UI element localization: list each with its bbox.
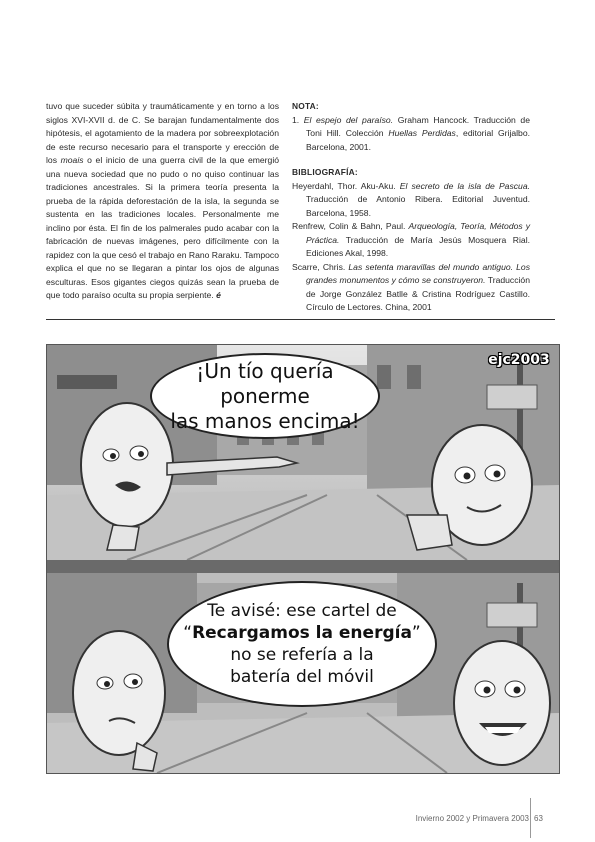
ref-title: Las setenta maravillas del mundo antiguo. Los grandes monumentos y cómo se construyeron. — [306, 261, 531, 285]
page-number: 63 — [534, 814, 543, 823]
bibliografia-title: BIBLIOGRAFÍA: — [292, 167, 358, 177]
speech-bold-text: Recargamos la energía — [192, 623, 412, 643]
speech-bubble-bottom — [167, 581, 437, 707]
speech-line: no se refería a la — [230, 645, 374, 665]
bibliography-entry — [292, 220, 530, 261]
ref-title: El secreto de la isla de Pascua. — [399, 180, 531, 191]
speech-line: Te avisé: ese cartel de — [207, 601, 397, 621]
bibliography-entry — [292, 180, 530, 221]
comic-strip — [46, 344, 560, 774]
bibliography-entry — [292, 261, 530, 315]
nota-title: NOTA: — [292, 101, 319, 111]
artist-signature: ejc2003 — [488, 352, 550, 368]
ref-author: Heyerdahl, Thor. Aku-Aku. — [292, 180, 400, 191]
article-paragraph-rest: o el inicio de una guerra civil de la que emergió una nueva sociedad que no pudo o no quiso continuar las tradiciones ancestrales. Si la primera teoría presenta la prueba de la rápida deforestación de la isla, la segunda se sustenta en las tradiciones locales. Personalmente me inclino por ésta. El fin de los palmerales pudo acabar con la fabricación de nuevas imágenes, pero difícilmente con la rapidez con la que cesó el trabajo en Rano Raraku. Tampoco explica el que no se llegaran a pintar los ojos de algunas esculturas. Esos gigantes ciegos quizás sean la prueba de que todo paraíso oculta su propia serpiente. — [46, 155, 280, 300]
ref-details: Traducción de María Jesús Mosquera Rial. Ediciones Akal, 1998. — [306, 234, 530, 258]
issue-footer: Invierno 2002 y Primavera 2003 — [415, 814, 529, 823]
comic-panel-bottom — [47, 573, 559, 773]
nota-book-title: El espejo del paraíso. — [303, 114, 394, 125]
quote-close: ” — [411, 623, 421, 643]
comic-panel-top — [47, 345, 559, 560]
panel-separator — [47, 560, 559, 573]
speech-line: ¡Un tío quería ponerme — [196, 358, 334, 408]
footer-divider — [530, 798, 531, 838]
nota-text-end: , editorial Grijalbo. Barcelona, 2001. — [306, 128, 530, 152]
ref-details: Traducción de Jorge González Batlle & Cristina Rodríguez Castillo. Círculo de Lectores. China, 2001 — [306, 275, 530, 312]
nota-collection: Huellas Perdidas — [388, 128, 456, 138]
ref-title: Arqueología, Teoría, Métodos y Práctica. — [306, 221, 531, 245]
article-paragraph-part: tuvo que suceder súbita y traumáticamente y en torno a los siglos XVI-XVII d. de C. Se barajan fundamentalmente dos hipótesis, el agotamiento de la madera por sobreexplotación de este recurso necesario para el transporte y erección de los — [46, 101, 279, 165]
end-of-article-mark: é — [216, 290, 221, 300]
nota-item — [292, 114, 530, 155]
quote-open: “ — [183, 623, 193, 643]
speech-line: batería del móvil — [230, 667, 374, 687]
section-divider — [46, 319, 555, 320]
speech-line-emphasis — [183, 622, 420, 644]
ref-author: Renfrew, Colin & Bahn, Paul. — [292, 221, 409, 231]
nota-number: 1. — [292, 114, 304, 125]
article-body-column — [46, 100, 279, 303]
nota-text: Graham Hancock. Traducción de Toni Hill. Colección — [306, 114, 530, 138]
notes-column — [292, 100, 530, 315]
ref-author: Scarre, Chris. — [292, 261, 349, 272]
speech-line: las manos encima! — [170, 408, 360, 433]
speech-bubble-top — [150, 353, 380, 439]
article-emphasis: moais — [60, 155, 84, 165]
ref-details: Traducción de Antonio Ribera. Editorial Juventud. Barcelona, 1958. — [306, 194, 530, 218]
